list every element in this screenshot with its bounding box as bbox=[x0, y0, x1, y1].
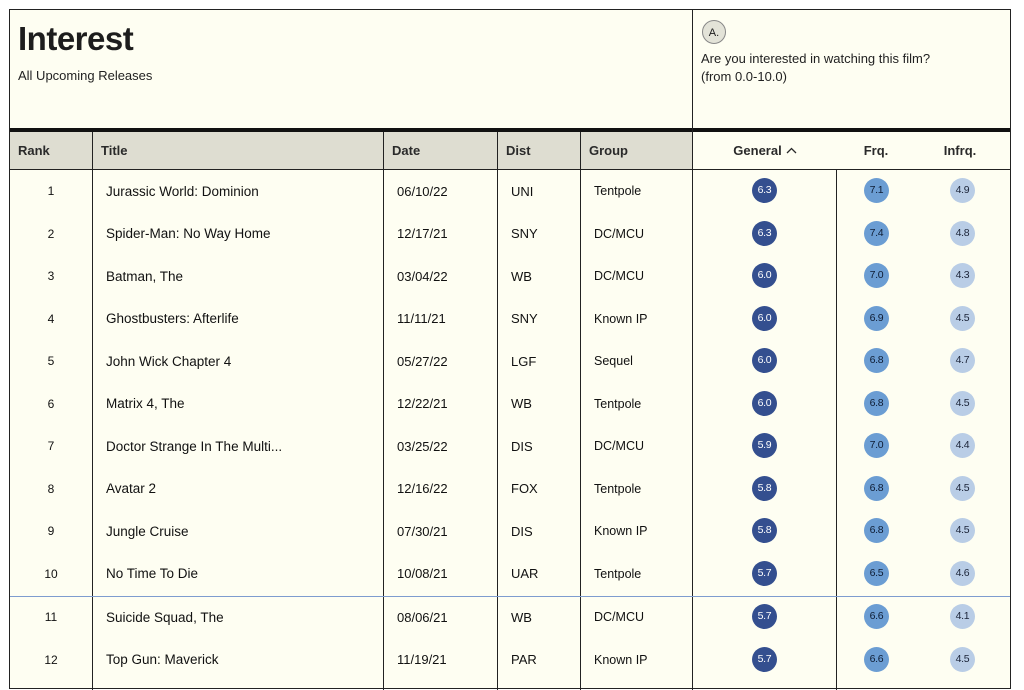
dist-cell: UAR bbox=[511, 566, 539, 582]
dist-cell: DIS bbox=[511, 523, 533, 539]
column-header-rank[interactable]: Rank bbox=[18, 143, 50, 158]
column-header-title[interactable]: Title bbox=[101, 143, 128, 158]
frq-score-badge: 7.4 bbox=[864, 221, 889, 246]
dist-cell: UNI bbox=[511, 183, 534, 199]
infrq-score-badge: 4.5 bbox=[950, 391, 975, 416]
table-row[interactable] bbox=[10, 553, 1010, 596]
date-cell: 12/16/22 bbox=[397, 481, 448, 497]
sort-ascending-icon bbox=[786, 133, 797, 170]
question-label: Are you interested in watching this film? bbox=[701, 51, 931, 66]
rank-cell: 8 bbox=[47, 481, 55, 496]
frq-score-badge: 7.1 bbox=[864, 178, 889, 203]
date-cell: 11/11/21 bbox=[397, 311, 446, 327]
rank-cell: 12 bbox=[44, 652, 58, 667]
table-row[interactable] bbox=[10, 468, 1010, 511]
rank-cell: 6 bbox=[47, 396, 55, 411]
infrq-score-badge: 4.5 bbox=[950, 306, 975, 331]
group-cell: Known IP bbox=[594, 524, 648, 539]
column-header-dist[interactable]: Dist bbox=[506, 143, 531, 158]
table-row[interactable] bbox=[10, 170, 1010, 213]
general-score-badge: 6.0 bbox=[752, 348, 777, 373]
general-score-badge: 5.8 bbox=[752, 476, 777, 501]
dist-cell: WB bbox=[511, 609, 532, 625]
date-cell: 05/27/22 bbox=[397, 353, 448, 369]
column-header-date[interactable]: Date bbox=[392, 143, 421, 158]
date-cell: 03/04/22 bbox=[397, 268, 448, 284]
frq-score-badge: 6.8 bbox=[864, 518, 889, 543]
table-row[interactable] bbox=[10, 340, 1010, 383]
frq-score-badge: 7.0 bbox=[864, 433, 889, 458]
question-letter-badge: A. bbox=[702, 20, 726, 44]
dist-cell: FOX bbox=[511, 481, 538, 497]
general-score-badge: 6.0 bbox=[752, 306, 777, 331]
dist-cell: WB bbox=[511, 396, 532, 412]
group-cell: Known IP bbox=[594, 311, 648, 326]
column-header-group[interactable]: Group bbox=[589, 143, 628, 158]
infrq-score-badge: 4.5 bbox=[950, 476, 975, 501]
frq-score-badge: 6.6 bbox=[864, 647, 889, 672]
table-row[interactable] bbox=[10, 213, 1010, 256]
infrq-score-badge: 4.6 bbox=[950, 561, 975, 586]
rank-cell: 7 bbox=[47, 439, 55, 454]
column-header-frq[interactable]: Frq. bbox=[863, 143, 889, 158]
rank-cell: 1 bbox=[47, 184, 55, 199]
general-score-badge: 5.7 bbox=[752, 561, 777, 586]
group-cell: DC/MCU bbox=[594, 439, 644, 454]
title-cell: Top Gun: Maverick bbox=[106, 652, 219, 668]
general-score-badge: 5.7 bbox=[752, 647, 777, 672]
date-cell: 08/06/21 bbox=[397, 609, 448, 625]
group-cell: DC/MCU bbox=[594, 610, 644, 625]
question-text bbox=[701, 50, 930, 86]
group-cell: Tentpole bbox=[594, 481, 642, 496]
group-cell: Sequel bbox=[594, 354, 633, 369]
title-cell: No Time To Die bbox=[106, 566, 199, 582]
frq-score-badge: 6.8 bbox=[864, 391, 889, 416]
date-cell: 11/19/21 bbox=[397, 652, 447, 668]
title-cell: Matrix 4, The bbox=[106, 396, 185, 412]
dist-cell: PAR bbox=[511, 652, 537, 668]
page-title: Interest bbox=[18, 20, 134, 57]
rank-cell: 2 bbox=[47, 226, 55, 241]
frq-score-badge: 6.5 bbox=[864, 561, 889, 586]
title-cell: Ghostbusters: Afterlife bbox=[106, 311, 239, 327]
frq-score-badge: 6.8 bbox=[864, 348, 889, 373]
column-header-general-label: General bbox=[733, 143, 782, 158]
infrq-score-badge: 4.5 bbox=[950, 647, 975, 672]
date-cell: 12/22/21 bbox=[397, 396, 448, 412]
question-scale: (from 0.0-10.0) bbox=[701, 69, 787, 84]
title-cell: Avatar 2 bbox=[106, 481, 157, 497]
date-cell: 12/17/21 bbox=[397, 226, 448, 242]
date-cell: 10/08/21 bbox=[397, 566, 448, 582]
dist-cell: DIS bbox=[511, 438, 533, 454]
infrq-score-badge: 4.8 bbox=[950, 221, 975, 246]
infrq-score-badge: 4.1 bbox=[950, 604, 975, 629]
title-cell: Spider-Man: No Way Home bbox=[106, 226, 271, 242]
group-cell: Known IP bbox=[594, 652, 648, 667]
infrq-score-badge: 4.9 bbox=[950, 178, 975, 203]
table-row[interactable] bbox=[10, 639, 1010, 682]
frq-score-badge: 6.8 bbox=[864, 476, 889, 501]
general-score-badge: 5.7 bbox=[752, 604, 777, 629]
date-cell: 06/10/22 bbox=[397, 183, 448, 199]
date-cell: 03/25/22 bbox=[397, 438, 448, 454]
group-cell: Tentpole bbox=[594, 566, 642, 581]
rank-cell: 5 bbox=[47, 354, 55, 369]
infrq-score-badge: 4.5 bbox=[950, 518, 975, 543]
column-header-general[interactable] bbox=[693, 132, 837, 169]
title-cell: Jurassic World: Dominion bbox=[106, 183, 259, 199]
frq-score-badge: 7.0 bbox=[864, 263, 889, 288]
group-cell: DC/MCU bbox=[594, 269, 644, 284]
title-cell: Jungle Cruise bbox=[106, 523, 189, 539]
title-cell: John Wick Chapter 4 bbox=[106, 353, 232, 369]
date-cell: 07/30/21 bbox=[397, 523, 448, 539]
dist-cell: WB bbox=[511, 268, 532, 284]
rank-cell: 11 bbox=[44, 610, 58, 625]
group-cell: Tentpole bbox=[594, 184, 642, 199]
title-panel bbox=[10, 10, 692, 128]
group-cell: DC/MCU bbox=[594, 226, 644, 241]
general-score-badge: 5.8 bbox=[752, 518, 777, 543]
rank-cell: 4 bbox=[47, 311, 55, 326]
title-cell: Doctor Strange In The Multi... bbox=[106, 438, 283, 454]
general-score-badge: 6.3 bbox=[752, 178, 777, 203]
infrq-score-badge: 4.7 bbox=[950, 348, 975, 373]
table-row[interactable] bbox=[10, 425, 1010, 468]
rank-cell: 10 bbox=[44, 566, 58, 581]
frq-score-badge: 6.9 bbox=[864, 306, 889, 331]
general-score-badge: 6.0 bbox=[752, 263, 777, 288]
table-row[interactable] bbox=[10, 298, 1010, 341]
rank-cell: 9 bbox=[47, 524, 55, 539]
rank-cell: 3 bbox=[47, 269, 55, 284]
question-panel bbox=[693, 10, 1011, 128]
title-cell: Batman, The bbox=[106, 268, 184, 284]
general-score-badge: 6.0 bbox=[752, 391, 777, 416]
table-row[interactable] bbox=[10, 255, 1010, 298]
group-cell: Tentpole bbox=[594, 396, 642, 411]
interest-table-panel bbox=[9, 9, 1011, 689]
dist-cell: SNY bbox=[511, 311, 538, 327]
frq-score-badge: 6.6 bbox=[864, 604, 889, 629]
infrq-score-badge: 4.4 bbox=[950, 433, 975, 458]
column-header-infrq[interactable]: Infrq. bbox=[943, 143, 977, 158]
general-score-badge: 5.9 bbox=[752, 433, 777, 458]
dist-cell: SNY bbox=[511, 226, 538, 242]
dist-cell: LGF bbox=[511, 353, 537, 369]
page-subtitle: All Upcoming Releases bbox=[18, 68, 153, 83]
table-row[interactable] bbox=[10, 510, 1010, 553]
infrq-score-badge: 4.3 bbox=[950, 263, 975, 288]
general-score-badge: 6.3 bbox=[752, 221, 777, 246]
table-row[interactable] bbox=[10, 383, 1010, 426]
title-cell: Suicide Squad, The bbox=[106, 609, 224, 625]
table-row[interactable] bbox=[10, 596, 1010, 639]
